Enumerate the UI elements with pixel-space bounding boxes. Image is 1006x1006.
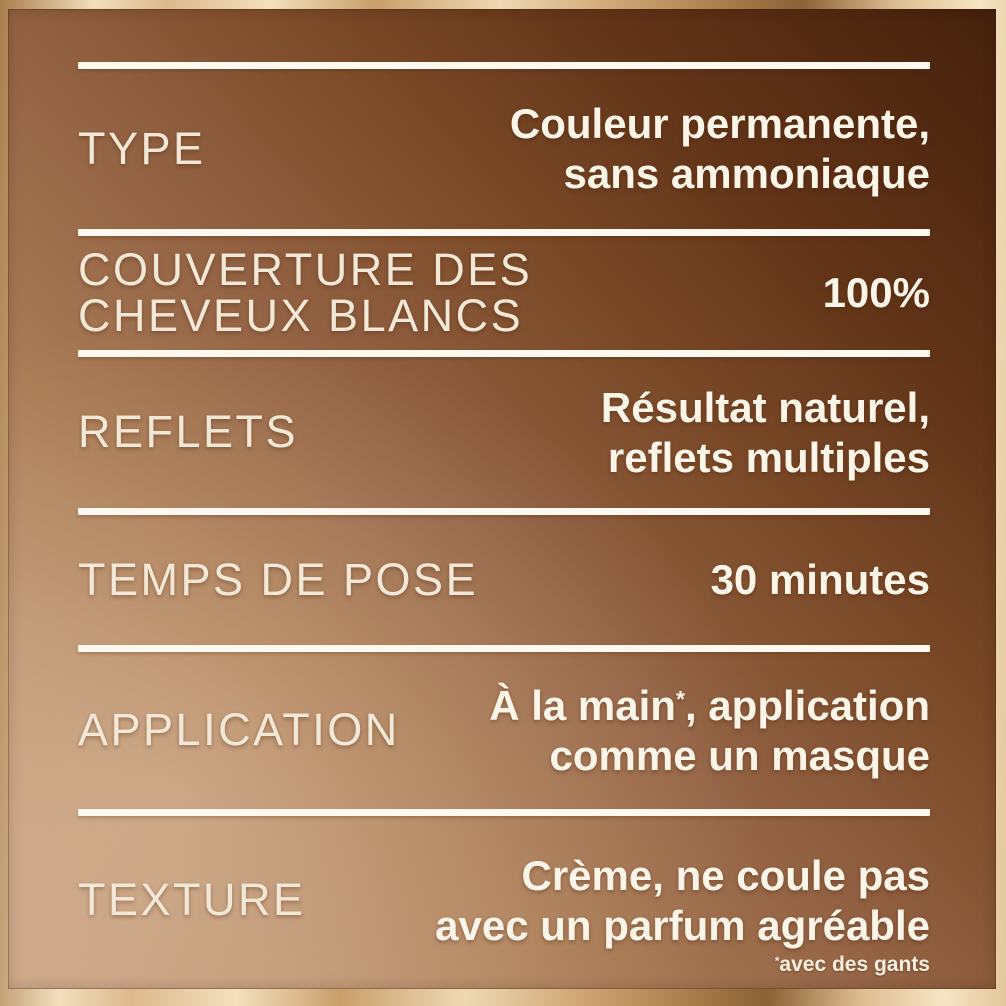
spec-label-line: TEMPS DE POSE: [78, 553, 479, 605]
spec-value: [823, 268, 930, 318]
row-divider: [78, 645, 930, 652]
spec-row: [78, 816, 930, 985]
spec-label-line: REFLETS: [78, 406, 299, 458]
asterisk: *: [675, 685, 685, 712]
row-divider: [78, 508, 930, 515]
spec-row: [78, 236, 930, 350]
spec-value-line: Couleur permanente,: [509, 100, 930, 148]
spec-value-line: Crème, ne coule pas: [521, 851, 930, 899]
spec-row: [78, 69, 930, 229]
row-divider: [78, 350, 930, 357]
spec-value: [435, 851, 930, 951]
spec-value-line: À la main*, application: [489, 681, 930, 729]
row-divider: [78, 229, 930, 236]
spec-label-line: CHEVEUX BLANCS: [78, 290, 524, 341]
spec-label-line: COUVERTURE DES: [78, 243, 533, 295]
spec-label-line: TEXTURE: [78, 874, 306, 926]
spec-label: [78, 553, 479, 605]
spec-label: [78, 406, 299, 458]
spec-panel: [8, 9, 996, 989]
spec-value: [510, 99, 930, 199]
footnote: *avec des gants: [774, 953, 930, 976]
row-divider: [78, 62, 930, 69]
asterisk: *: [774, 955, 780, 968]
spec-value: [601, 383, 930, 483]
spec-label: [78, 874, 306, 926]
spec-value-line: Résultat naturel,: [600, 383, 930, 431]
spec-value-line: 100%: [822, 269, 930, 317]
spec-row: [78, 652, 930, 809]
spec-value-line: sans ammoniaque: [563, 150, 930, 197]
spec-value-line: reflets multiples: [607, 433, 930, 481]
row-divider: [78, 809, 930, 816]
spec-value: [489, 681, 930, 781]
spec-row: [78, 515, 930, 645]
spec-value: [711, 555, 930, 605]
spec-value-line: avec un parfum agréable: [435, 901, 930, 949]
spec-row: [78, 357, 930, 508]
spec-label: [78, 243, 533, 341]
spec-label: [78, 122, 206, 174]
spec-label-line: TYPE: [78, 122, 206, 174]
spec-value-line: comme un masque: [549, 731, 930, 779]
spec-table: [78, 62, 930, 985]
spec-value-line: 30 minutes: [710, 556, 930, 604]
spec-label: [78, 704, 400, 756]
spec-label-line: APPLICATION: [78, 704, 400, 756]
